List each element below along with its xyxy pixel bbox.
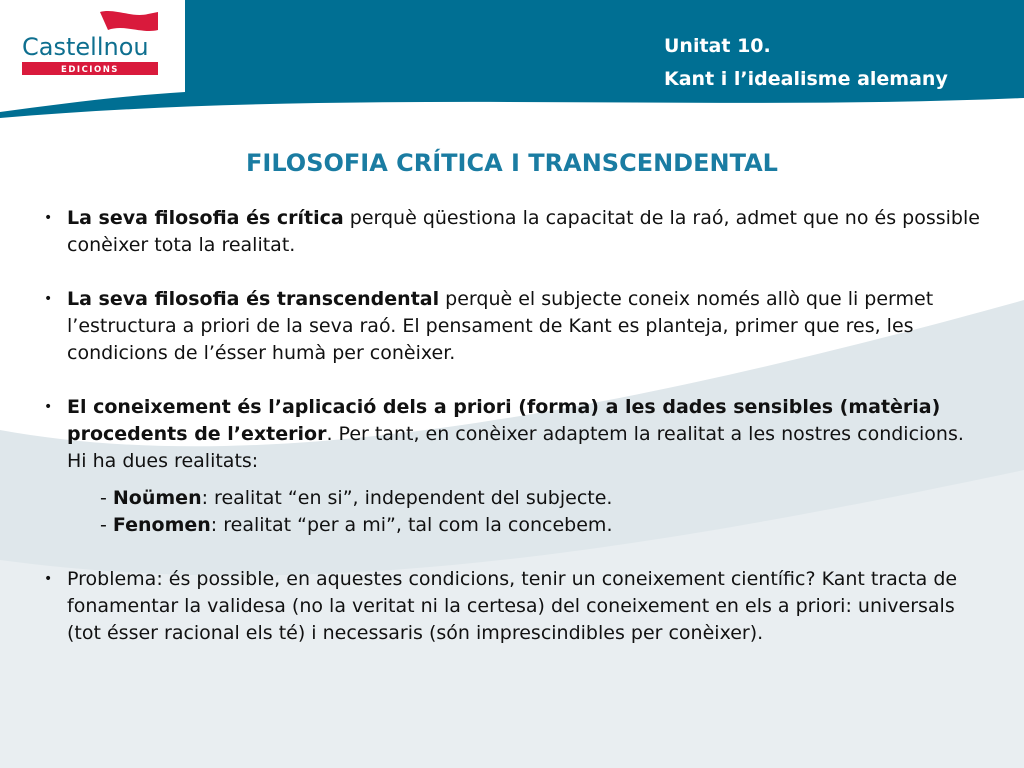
bullet-bold: La seva filosofia és transcendental (67, 288, 440, 310)
slide-title: FILOSOFIA CRÍTICA I TRANSCENDENTAL (246, 149, 778, 177)
bullet-body: . Per tant, en conèixer adaptem la realitat a les nostres condicions. Hi ha dues realitats: (67, 423, 964, 472)
sublist-prefix: - (100, 487, 113, 509)
bullet-list (44, 205, 984, 674)
bullet-item (44, 566, 984, 647)
bullet-item (44, 286, 984, 367)
bullet-body: perquè el subjecte coneix només allò que li permet l’estructura a priori de la seva raó. El pensament de Kant es planteja, primer que res, les condicions de l’ésser humà per conèixer. (67, 288, 934, 364)
sublist-item-noumen (100, 485, 984, 512)
logo-tagline: EDICIONS (61, 65, 119, 75)
header-subject: Kant i l’idealisme alemany (664, 68, 948, 90)
bullet-text (67, 394, 984, 475)
bullet-text (67, 286, 984, 367)
realities-sublist (100, 485, 984, 539)
bullet-dot-icon: • (44, 399, 53, 415)
sublist-bold: Fenomen (112, 514, 211, 536)
bullet-dot-icon: • (44, 571, 53, 587)
sublist-text: : realitat “en si”, independent del subjecte. (201, 487, 613, 509)
bullet-dot-icon: • (44, 210, 53, 226)
header-unit: Unitat 10. (664, 35, 771, 57)
bullet-text (67, 566, 984, 647)
header-unit-info (664, 30, 948, 96)
bullet-bold: El coneixement és l’aplicació dels a priori (forma) a les dades sensibles (matèria) procedents de l’exterior (67, 396, 941, 445)
sublist-item-fenomen (100, 512, 984, 539)
bullet-bold: La seva filosofia és crítica (67, 207, 344, 229)
castellnou-logo (20, 8, 165, 78)
bullet-body: perquè qüestiona la capacitat de la raó, admet que no és possible conèixer tota la realitat. (67, 207, 980, 256)
sublist-prefix: - (100, 514, 113, 536)
bullet-text (67, 205, 984, 259)
logo-flag-icon (100, 11, 158, 31)
sublist-text: : realitat “per a mi”, tal com la concebem. (210, 514, 613, 536)
sublist-bold: Noümen (112, 487, 202, 509)
bullet-item (44, 394, 984, 539)
bullet-item (44, 205, 984, 259)
logo-wordmark: Castellnou (22, 33, 149, 61)
bullet-body: Problema: és possible, en aquestes condicions, tenir un coneixement científic? Kant tracta de fonamentar la validesa (no la veritat ni la certesa) del coneixement en els a priori: universals (tot ésser racional els té) i necessaris (són imprescindibles per conèixer). (67, 568, 958, 644)
bullet-dot-icon: • (44, 291, 53, 307)
